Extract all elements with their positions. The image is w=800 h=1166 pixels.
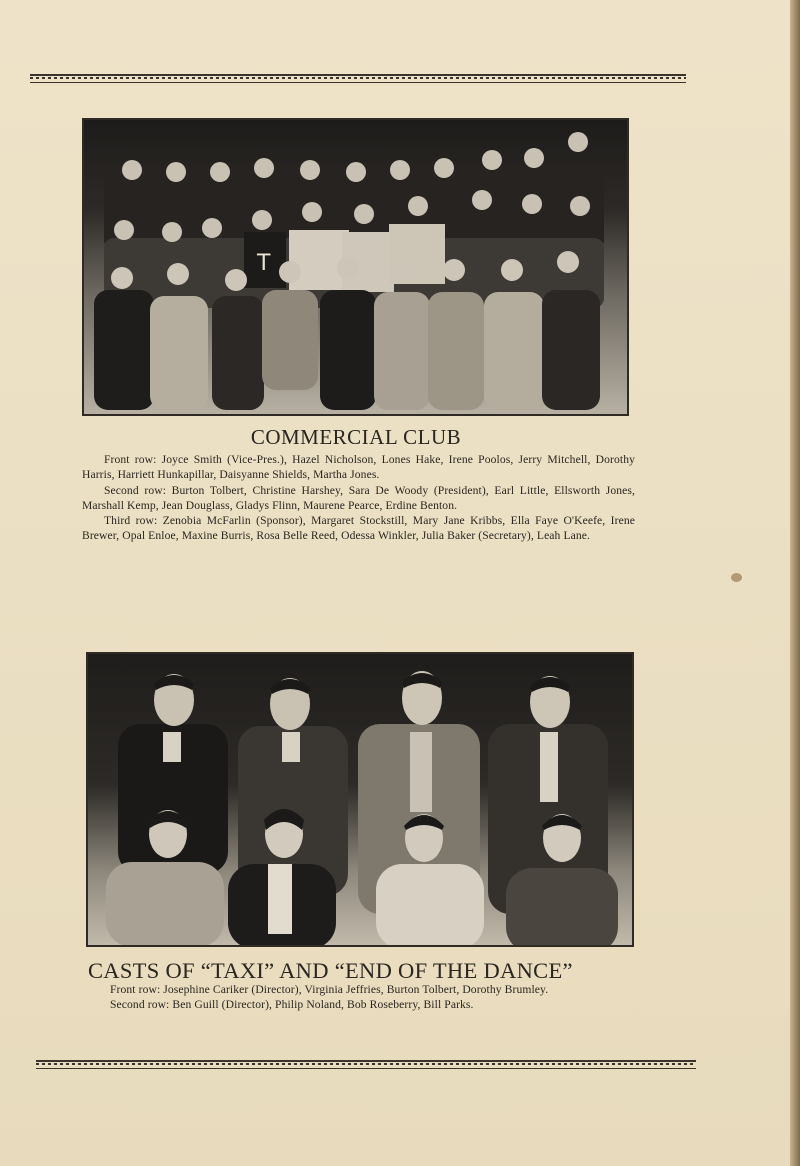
cast-photo-figures	[88, 654, 632, 945]
commercial-club-photo	[82, 118, 629, 416]
commercial-club-front-row: Front row: Joyce Smith (Vice-Pres.), Hazel Nicholson, Lones Hake, Irene Poolos, Jerry Mitchell, Dorothy Harris, Harriett Hunkapillar, Daisyanne Shields, Martha Jones.	[82, 453, 635, 482]
bottom-decorative-rule	[36, 1060, 696, 1069]
commercial-club-caption	[82, 452, 635, 544]
page-binding-edge	[790, 0, 800, 1166]
casts-front-row: Front row: Josephine Cariker (Director), Virginia Jeffries, Burton Tolbert, Dorothy Brumley.	[110, 983, 549, 996]
casts-photo	[86, 652, 634, 947]
commercial-club-second-row: Second row: Burton Tolbert, Christine Harshey, Sara De Woody (President), Earl Little, Ellsworth Jones, Marshall Kemp, Jean Douglass, Gladys Flinn, Maurene Pearce, Erdine Benton.	[82, 483, 635, 512]
commercial-club-third-row: Third row: Zenobia McFarlin (Sponsor), Margaret Stockstill, Mary Jane Kribbs, Ella Faye O'Keefe, Irene Brewer, Opal Enloe, Maxine Burris, Rosa Belle Reed, Odessa Winkler, Julia Baker (Secretary), Leah Lane.	[82, 514, 635, 543]
group-photo-figures	[84, 120, 627, 414]
svg-text:T: T	[257, 251, 271, 276]
top-decorative-rule	[30, 74, 686, 83]
paper-stain	[731, 573, 742, 582]
casts-title: CASTS OF “TAXI” AND “END OF THE DANCE”	[88, 958, 573, 983]
casts-caption	[88, 982, 641, 1013]
commercial-club-title: COMMERCIAL CLUB	[250, 425, 462, 449]
casts-second-row: Second row: Ben Guill (Director), Philip Noland, Bob Roseberry, Bill Parks.	[110, 998, 474, 1012]
